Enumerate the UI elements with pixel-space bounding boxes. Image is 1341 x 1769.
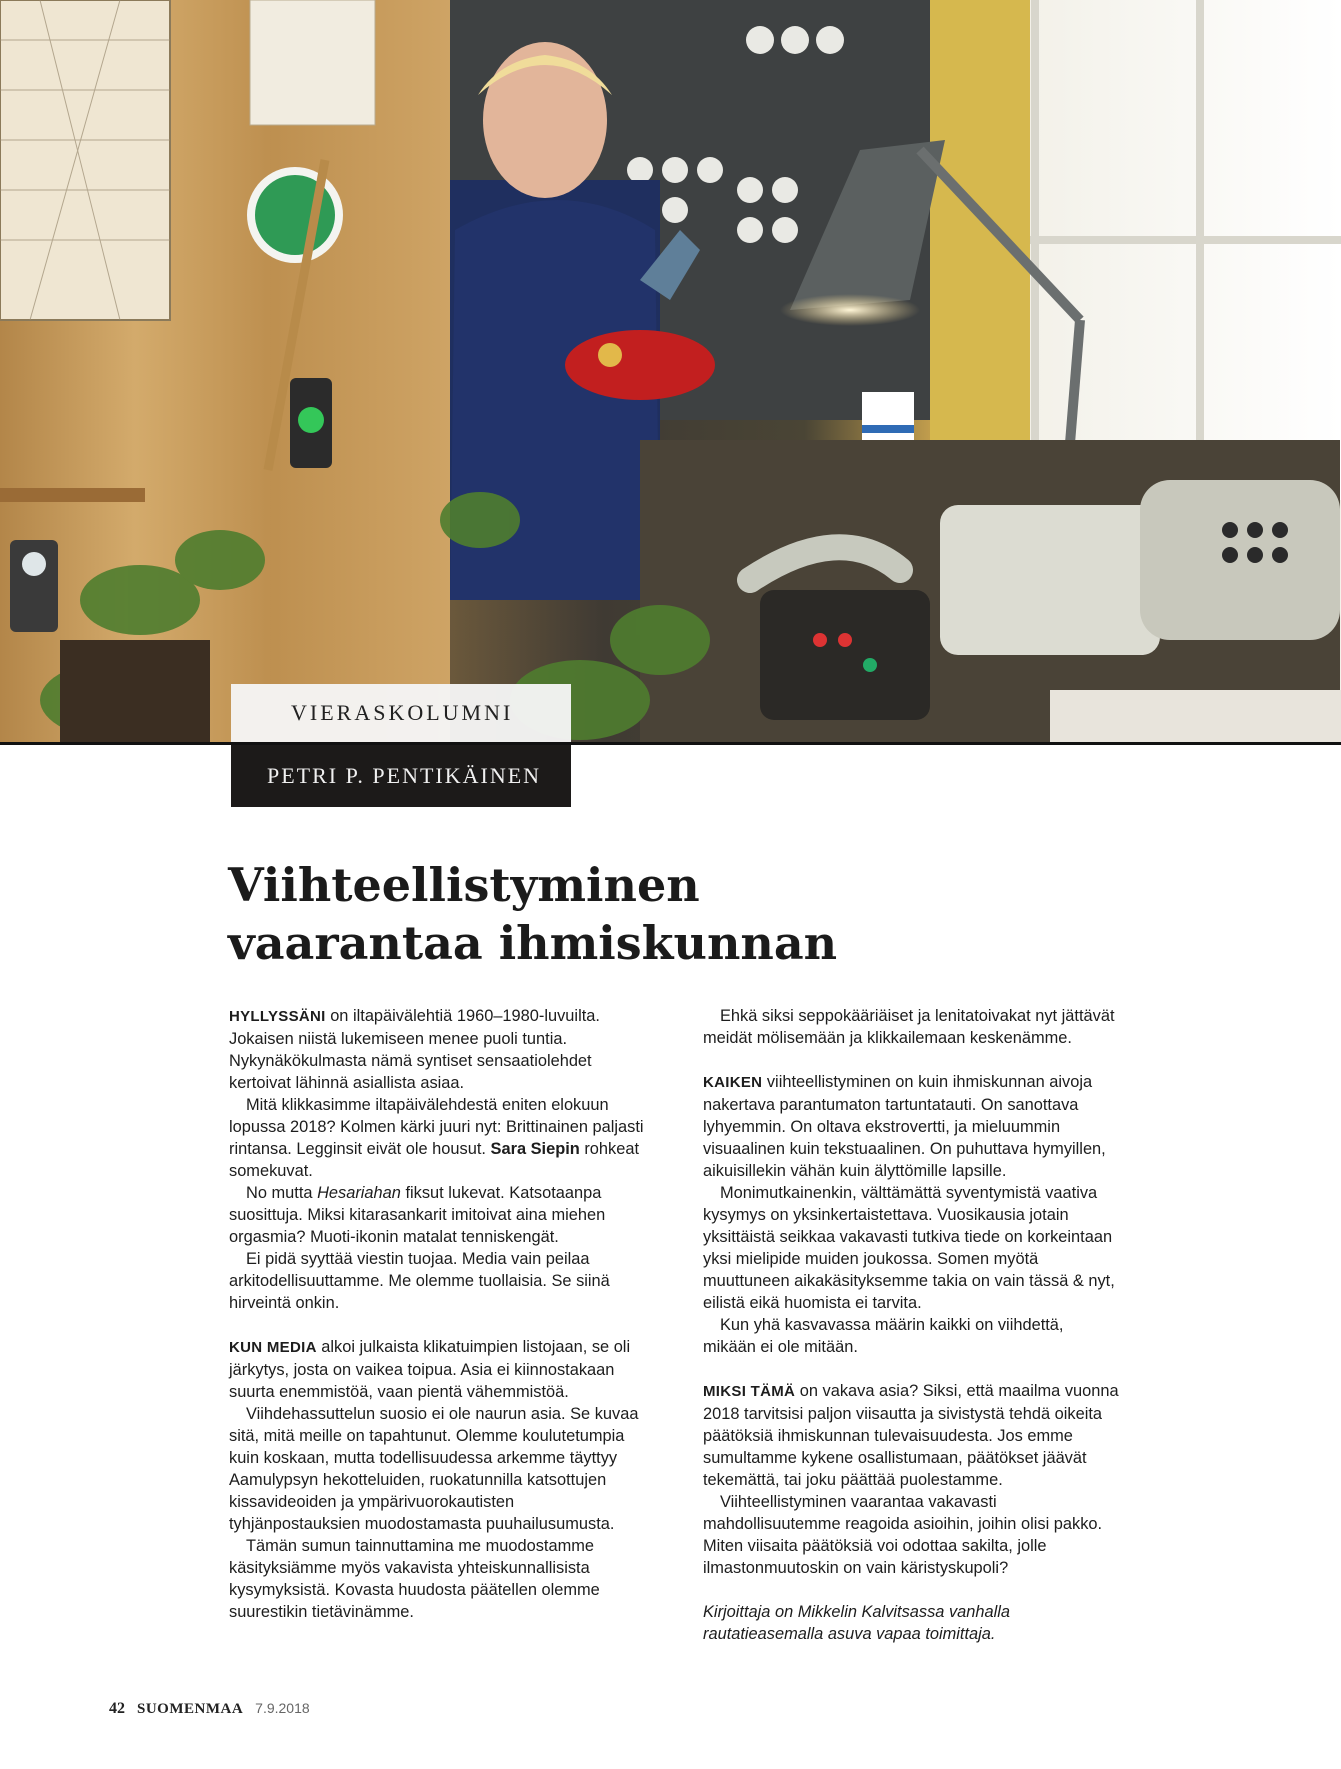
paragraph: Viihteellistyminen vaarantaa vakavasti mahdollisuutemme reagoida asioihin, joihin olisi pakko. Miten viisaita päätöksiä voi odottaa sakilta, jolle ilmastonmuutoskin on vain käristyskupoli?	[703, 1493, 1103, 1577]
article-headline	[228, 856, 1128, 972]
paragraph-text: Mitä klikkasimme iltapäivälehdestä eniten elokuun lopussa 2018? Kolmen kärki juuri nyt: Brittinainen paljasti rintansa. Legginsit eivät ole housut.	[229, 1096, 644, 1158]
paragraph: Monimutkainenkin, välttämättä syventymistä vaativa kysymys on yksinkertaistettava. Vuosikausia jotain yksittäistä seikkaa vakavasti tutkiva tiede on korkeintaan yksi mielipide muiden joukossa. Somen myötä muuttuneen aikakäsityksemme takia on vain tässä & nyt, eilistä eikä huomista ei tarvita.	[703, 1184, 1115, 1312]
page-footer	[109, 1700, 310, 1718]
section-kicker: VIERASKOLUMNI	[231, 684, 571, 742]
paragraph-text: No mutta	[246, 1184, 318, 1202]
paragraph-text: viihteellistyminen on kuin ihmiskunnan aivoja nakertava parantumaton tartuntatauti. On sanottava lyhyemmin. On oltava ekstrovertti, ja mieluummin visuaalinen kuin tekstuaalinen. On puhuttava hymyillen, aikuisillekin vähän kuin älyttömille lapsille.	[703, 1073, 1106, 1180]
lead-in: KUN MEDIA	[229, 1339, 317, 1356]
headline-line-2: vaarantaa ihmiskunnan	[228, 916, 838, 970]
lead-in: HYLLYSSÄNI	[229, 1008, 326, 1025]
paragraph	[229, 1182, 645, 1248]
body-column-right	[703, 1005, 1119, 1645]
body-column-left	[229, 1005, 645, 1623]
photo-bottom-rule	[0, 742, 1341, 745]
paragraph	[703, 1071, 1119, 1182]
paragraph: Tämän sumun tainnuttamina me muodostamme käsityksiämme myös vakavista yhteiskunnallisista kysymyksistä. Kovasta huudosta päätellen olemme suurestikin tietävinämme.	[229, 1537, 600, 1621]
paragraph	[229, 1336, 645, 1403]
headline-line-1: Viihteellistyminen	[228, 858, 700, 912]
person-name: Sara Siepin	[490, 1140, 580, 1158]
paragraph-text: rohkeat somekuvat.	[229, 1140, 640, 1180]
paragraph: Ei pidä syyttää viestin tuojaa. Media vain peilaa arkitodellisuuttamme. Me olemme tuollaisia. Se siinä hirveintä onkin.	[229, 1250, 610, 1312]
author-byline: PETRI P. PENTIKÄINEN	[231, 745, 571, 807]
issue-date: 7.9.2018	[255, 1700, 310, 1716]
paragraph: Kun yhä kasvavassa määrin kaikki on viihdettä, mikään ei ole mitään.	[703, 1316, 1064, 1356]
lead-in: MIKSI TÄMÄ	[703, 1383, 796, 1400]
paragraph-text: alkoi julkaista klikatuimpien listojaan, se oli järkytys, josta on vaikea toipua. Asia ei kiinnostakaan suurta enemmistöä, vaan pientä vähemmistöä.	[229, 1338, 631, 1401]
paragraph	[229, 1094, 645, 1182]
lead-in: KAIKEN	[703, 1074, 763, 1091]
paragraph-text: fiksut lukevat. Katsotaanpa suosittuja. Miksi kitarasankarit imitoivat aina miehen orgasmia? Muoti-ikonin matalat tenniskengät.	[229, 1184, 606, 1246]
hero-photo	[0, 0, 1341, 744]
paragraph	[703, 1380, 1119, 1491]
paragraph: Viihdehassuttelun suosio ei ole naurun asia. Se kuvaa sitä, mitä meille on tapahtunut. Olemme koulutetumpia kuin koskaan, mutta todellisuudessa arkemme täyttyy Aamulypsyn hekotteluiden, ruokatunnilla katsottujen kissavideoiden ja ympärivuorokautisten tyhjänpostauksien muodostamasta puuhailusumusta.	[229, 1405, 639, 1533]
hero-photo-illustration	[0, 0, 1341, 744]
paragraph-text: on vakava asia? Siksi, että maailma vuonna 2018 tarvitsisi paljon viisautta ja sivistystä tehdä oikeita päätöksiä ihmiskunnan tulevaisuudesta. Jos emme sumultamme kykene osallistumaan, päätökset jäävät tekemättä, tai joku päättää puolestamme.	[703, 1382, 1119, 1489]
page-number: 42	[109, 1700, 125, 1717]
author-note: Kirjoittaja on Mikkelin Kalvitsassa vanhalla rautatieasemalla asuva vapaa toimittaja.	[703, 1603, 1011, 1643]
paragraph-text: on iltapäivälehtiä 1960–1980-luvuilta. Jokaisen niistä lukemiseen menee puoli tuntia. Nykynäkökulmasta nämä syntiset sensaatiolehdet kertoivat lähinnä asiallista asiaa.	[229, 1007, 600, 1092]
paragraph	[229, 1005, 645, 1094]
publication-name: Hesariahan	[317, 1184, 401, 1202]
paragraph: Ehkä siksi seppokääriäiset ja lenitatoivakat nyt jättävät meidät mölisemään ja klikkailemaan keskenämme.	[703, 1007, 1115, 1047]
magazine-name: SUOMENMAA	[137, 1701, 244, 1717]
